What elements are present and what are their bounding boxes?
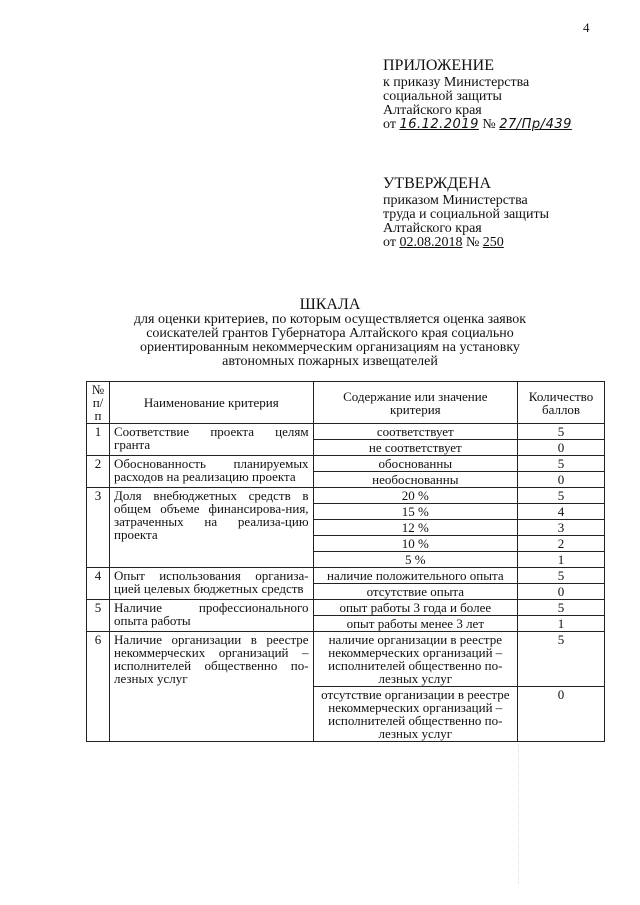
criterion-score: 0 [518, 584, 605, 600]
criterion-score: 4 [518, 504, 605, 520]
approved-number: 250 [482, 235, 504, 250]
criterion-name: Опыт использования организа-цией целевых бюджетных средств [109, 568, 313, 600]
header-content: Содержание или значение критерия [313, 382, 517, 424]
appendix-number-prefix: № [482, 117, 496, 132]
criterion-content: наличие положительного опыта [313, 568, 517, 584]
criterion-number: 1 [87, 424, 110, 456]
approved-line-1: приказом Министерства [383, 193, 528, 208]
appendix-title: ПРИЛОЖЕНИЕ [383, 57, 495, 74]
table-row [87, 456, 605, 472]
criterion-score: 0 [518, 472, 605, 488]
appendix-date: 16.12.2019 [399, 117, 479, 132]
table-row [87, 424, 605, 440]
scale-title-main: ШКАЛА [299, 296, 361, 313]
criterion-score: 0 [518, 687, 605, 742]
criterion-score: 1 [518, 616, 605, 632]
criterion-content: необоснованны [313, 472, 517, 488]
criterion-number: 3 [87, 488, 110, 568]
faint-scan-line [518, 744, 520, 884]
criterion-score: 5 [518, 456, 605, 472]
header-name: Наименование критерия [109, 382, 313, 424]
criterion-name: Соответствие проекта целям гранта [109, 424, 313, 456]
criterion-name: Обоснованность планируемых расходов на реализацию проекта [109, 456, 313, 488]
scale-title [100, 296, 560, 369]
criterion-score: 5 [518, 424, 605, 440]
scale-title-line-1: для оценки критериев, по которым осуществляется оценка заявок [133, 312, 527, 327]
criterion-content: обоснованны [313, 456, 517, 472]
approved-title: УТВЕРЖДЕНА [383, 175, 492, 192]
table-body [87, 424, 605, 742]
criteria-table [86, 381, 605, 742]
criterion-content: наличие организации в реестре некоммерческих организаций – исполнителей общественно по-лезных услуг [313, 632, 517, 687]
appendix-line-2: социальной защиты [383, 89, 502, 104]
criterion-content: опыт работы менее 3 лет [313, 616, 517, 632]
approved-date-line [383, 236, 549, 250]
criterion-content: 20 % [313, 488, 517, 504]
criterion-content: отсутствие опыта [313, 584, 517, 600]
appendix-number: 27/Пр/439 [499, 117, 572, 132]
criterion-score: 5 [518, 488, 605, 504]
criterion-content: опыт работы 3 года и более [313, 600, 517, 616]
appendix-line-3: Алтайского края [383, 103, 482, 118]
approved-date: 02.08.2018 [399, 235, 463, 250]
approved-date-prefix: от [383, 235, 396, 250]
criterion-number: 5 [87, 600, 110, 632]
scale-title-line-3: ориентированным некоммерческим организациям на установку [140, 340, 520, 355]
criterion-content: отсутствие организации в реестре некоммерческих организаций – исполнителей общественно по-лезных услуг [313, 687, 517, 742]
criterion-number: 6 [87, 632, 110, 742]
approved-block [383, 176, 549, 250]
criterion-content: 12 % [313, 520, 517, 536]
appendix-date-prefix: от [383, 117, 396, 132]
approved-number-prefix: № [465, 235, 480, 250]
criterion-name: Доля внебюджетных средств в общем объеме финансирова-ния, затраченных на реализа-цию проекта [109, 488, 313, 568]
criterion-content: соответствует [313, 424, 517, 440]
scale-title-line-2: соискателей грантов Губернатора Алтайского края социально [146, 326, 514, 341]
appendix-line-1: к приказу Министерства [383, 75, 530, 90]
criterion-name: Наличие организации в реестре некоммерческих организаций – исполнителей общественно по-лезных услуг [109, 632, 313, 742]
header-num: № п/п [87, 382, 110, 424]
criterion-content: 5 % [313, 552, 517, 568]
criterion-score: 5 [518, 632, 605, 687]
criterion-score: 1 [518, 552, 605, 568]
table-row [87, 632, 605, 687]
criterion-content: 15 % [313, 504, 517, 520]
appendix-date-line [383, 118, 572, 132]
table-row [87, 488, 605, 504]
criterion-score: 3 [518, 520, 605, 536]
criterion-name: Наличие профессионального опыта работы [109, 600, 313, 632]
criterion-content: не соответствует [313, 440, 517, 456]
table-row [87, 568, 605, 584]
approved-line-3: Алтайского края [383, 221, 482, 236]
criterion-score: 2 [518, 536, 605, 552]
appendix-block [383, 58, 572, 132]
criterion-number: 4 [87, 568, 110, 600]
scale-title-line-4: автономных пожарных извещателей [222, 354, 438, 369]
criterion-score: 5 [518, 600, 605, 616]
criterion-number: 2 [87, 456, 110, 488]
criterion-score: 5 [518, 568, 605, 584]
criterion-score: 0 [518, 440, 605, 456]
criterion-content: 10 % [313, 536, 517, 552]
table-row [87, 600, 605, 616]
header-score: Количество баллов [518, 382, 605, 424]
approved-line-2: труда и социальной защиты [383, 207, 549, 222]
page-number: 4 [583, 20, 590, 35]
table-header-row [87, 382, 605, 424]
